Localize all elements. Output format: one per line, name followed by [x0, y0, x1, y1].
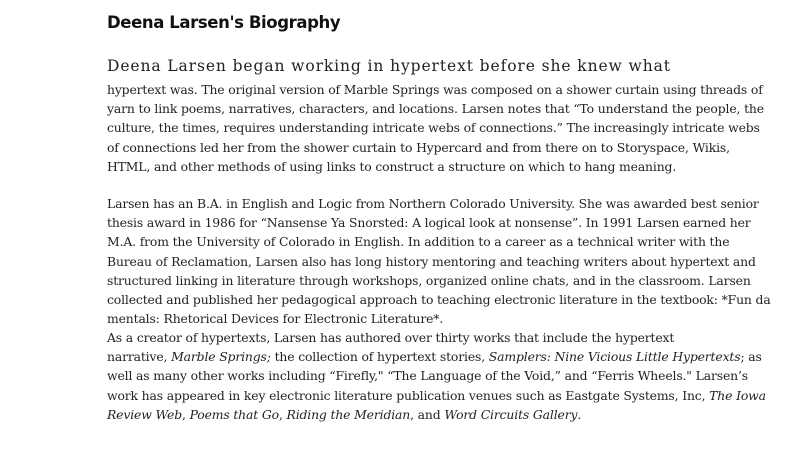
text-line: structured linking in literature through workshops, organized online chats, and in the classroom. Larsen: [107, 272, 751, 288]
text-segment: work has appeared in key electronic literature publication venues such as Eastgate Systems, Inc,: [107, 387, 710, 403]
text-segment: the collection of hypertext stories,: [270, 349, 489, 365]
venue-word-circuits-gallery: Word Circuits Gallery: [444, 406, 578, 422]
text-line: of connections led her from the shower curtain to Hypercard and from there on to Storyspace, Wikis,: [107, 139, 730, 155]
text-line: [107, 386, 766, 405]
text-line: [107, 366, 748, 385]
text-segment: ,: [182, 406, 190, 422]
text-line: M.A. from the University of Colorado in English. In addition to a career as a technical writer with the: [107, 234, 730, 250]
text-segment: .: [577, 406, 582, 422]
text-line: [107, 328, 707, 347]
work-title-marble-springs: Marble Springs;: [171, 349, 271, 365]
text-segment: , and: [410, 406, 445, 422]
text-line: [107, 405, 707, 424]
text-line: thesis award in 1986 for “Nansense Ya Snorsted: A logical look at nonsense”. In 1991 Larsen earned her: [107, 215, 751, 231]
text-line: hypertext was. The original version of Marble Springs was composed on a shower curtain using threads of: [107, 82, 763, 97]
text-line: collected and published her pedagogical approach to teaching electronic literature in the textbook: *Fun da: [107, 292, 771, 308]
lead-line: Deena Larsen began working in hypertext before she knew what: [107, 57, 671, 75]
page-title: Deena Larsen's Biography: [107, 13, 341, 32]
text-segment: As a creator of hypertexts, Larsen has authored over thirty works that include the hypertext: [107, 330, 675, 345]
venue-poems-that-go: Poems that Go: [189, 406, 279, 422]
paragraph-works: [107, 328, 766, 424]
paragraph-education: [107, 194, 771, 328]
text-segment: well as many other works including “Firefly," “The Language of the Void,” and “Ferris Wheels." Larsen’s: [107, 368, 748, 384]
text-line: culture, the times, requires understanding intricate webs of connections.” The increasingly intricate webs: [107, 120, 760, 136]
text-line: Bureau of Reclamation, Larsen also has long history mentoring and teaching writers about hypertext and: [107, 253, 756, 269]
text-line: [107, 347, 762, 366]
paragraph-origins: [107, 80, 764, 176]
text-segment: narrative,: [107, 349, 172, 365]
text-line: yarn to link poems, narratives, characters, and locations. Larsen notes that “To understand the people, the: [107, 101, 764, 117]
venue-iowa-review-web: Review Web: [107, 406, 182, 422]
work-title-samplers: Samplers: Nine Vicious Little Hypertexts: [488, 349, 741, 365]
text-line: mentals: Rhetorical Devices for Electronic Literature*.: [107, 311, 444, 327]
text-segment: ; as: [740, 349, 762, 365]
venue-riding-the-meridian: Riding the Meridian: [286, 406, 411, 422]
text-line: HTML, and other methods of using links to construct a structure on which to hang meaning.: [107, 158, 677, 174]
text-segment: ,: [278, 406, 287, 422]
text-line: Larsen has an B.A. in English and Logic from Northern Colorado University. She was awarded best senior: [107, 196, 759, 211]
venue-iowa-review: The Iowa: [709, 387, 766, 403]
